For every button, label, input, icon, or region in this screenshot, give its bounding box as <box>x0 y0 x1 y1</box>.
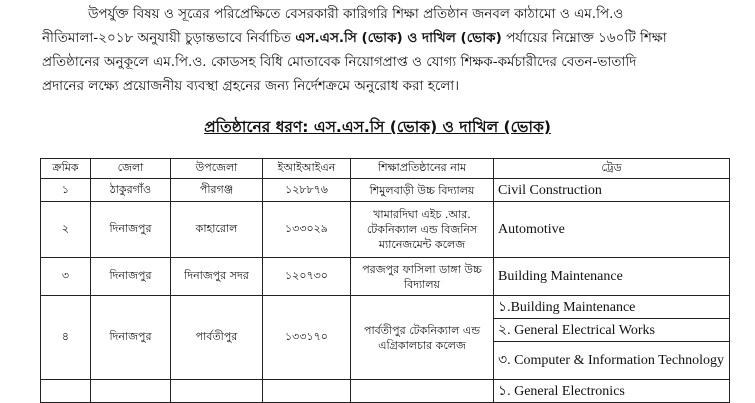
cell-serial: ৪ <box>41 296 91 380</box>
paragraph-line-2 <box>42 26 730 50</box>
cell-eiin: ১২০৭৩০ <box>263 258 351 296</box>
header-serial: ক্রমিক <box>41 159 91 179</box>
cell-trade: ১. General Electronics <box>494 380 730 403</box>
cell-district: ঠাকুরগাঁও <box>91 179 171 202</box>
cell-upazila: কাহারোল <box>171 202 263 258</box>
cell-trade: ১.Building Maintenance <box>494 296 730 319</box>
cell-serial <box>41 380 91 403</box>
cell-eiin: ১৩৩০২৯ <box>263 202 351 258</box>
cell-eiin: ১৩৩১৭০ <box>263 296 351 380</box>
header-district: জেলা <box>91 159 171 179</box>
cell-institution-name: শিমুলবাড়ী উচ্চ বিদ্যালয় <box>351 179 494 202</box>
table-row <box>41 296 730 319</box>
cell-upazila: পীরগঞ্জ <box>171 179 263 202</box>
cell-institution-name: পরজপুর ফাসিলা ডাঙ্গা উচ্চ বিদ্যালয় <box>351 258 494 296</box>
section-heading: প্রতিষ্ঠানের ধরণ: এস.এস.সি (ভোক) ও দাখিল (ভোক) <box>204 118 551 136</box>
header-trade: ট্রেড <box>494 159 730 179</box>
cell-trade: ৩. Computer & Information Technology <box>494 342 730 380</box>
cell-eiin <box>263 380 351 403</box>
cell-institution-name <box>351 380 494 403</box>
institution-table <box>40 158 730 403</box>
cell-trade: Civil Construction <box>494 179 730 202</box>
cell-trade: Building Maintenance <box>494 258 730 296</box>
cell-serial: ৩ <box>41 258 91 296</box>
cell-eiin: ১২৮৮৭৬ <box>263 179 351 202</box>
paragraph-line-1: উপর্যুক্ত বিষয় ও সূত্রের পরিপ্রেক্ষিতে বেসরকারী কারিগরি শিক্ষা প্রতিষ্ঠান জনবল কাঠামো ও এম.পি.ও <box>88 6 624 22</box>
cell-trade: ২. General Electrical Works <box>494 319 730 342</box>
cell-district: দিনাজপুর <box>91 258 171 296</box>
header-eiin: ইআইআইএন <box>263 159 351 179</box>
paragraph-line-2-start: নীতিমালা-২০১৮ অনুযায়ী চুড়ান্তভাবে নির্বাচিত <box>42 30 296 46</box>
cell-serial: ২ <box>41 202 91 258</box>
header-institution-name: শিক্ষাপ্রতিষ্ঠানের নাম <box>351 159 494 179</box>
table-row <box>41 179 730 202</box>
cell-institution-name: পার্বতীপুর টেকনিক্যাল এন্ড এগ্রিকালচার কলেজ <box>351 296 494 380</box>
paragraph-line-2-end: পর্যায়ের নিম্নোক্ত ১৬০টি শিক্ষা <box>501 30 667 46</box>
cell-upazila <box>171 380 263 403</box>
table-row <box>41 380 730 403</box>
paragraph-line-4: প্রদানের লক্ষ্যে প্রয়োজনীয় ব্যবস্থা গ্রহনের জন্য নির্দেশক্রমে অনুরোধ করা হলো। <box>42 78 460 94</box>
cell-district: দিনাজপুর <box>91 296 171 380</box>
cell-trade: Automotive <box>494 202 730 258</box>
cell-upazila: পার্বতীপুর <box>171 296 263 380</box>
paragraph-line-3: প্রতিষ্ঠানের অনুকূলে এম.পি.ও. কোডসহ বিধি মোতাবেক নিয়োগপ্রাপ্ত ও যোগ্য শিক্ষক-কর্মচারীদের বেতন-ভাতাদি <box>42 54 637 70</box>
cell-upazila: দিনাজপুর সদর <box>171 258 263 296</box>
table-row <box>41 258 730 296</box>
table-header-row <box>41 159 730 179</box>
cell-serial: ১ <box>41 179 91 202</box>
cell-district: দিনাজপুর <box>91 202 171 258</box>
paragraph-level-bold: এস.এস.সি (ভোক) ও দাখিল (ভোক) <box>295 30 502 46</box>
body-paragraph <box>42 2 730 98</box>
cell-district <box>91 380 171 403</box>
table-row <box>41 202 730 258</box>
header-upazila: উপজেলা <box>171 159 263 179</box>
cell-institution-name: খামারদিঘা এইচ .আর. টেকনিক্যাল এন্ড বিজনিস ম্যানেজমেন্ট কলেজ <box>351 202 494 258</box>
